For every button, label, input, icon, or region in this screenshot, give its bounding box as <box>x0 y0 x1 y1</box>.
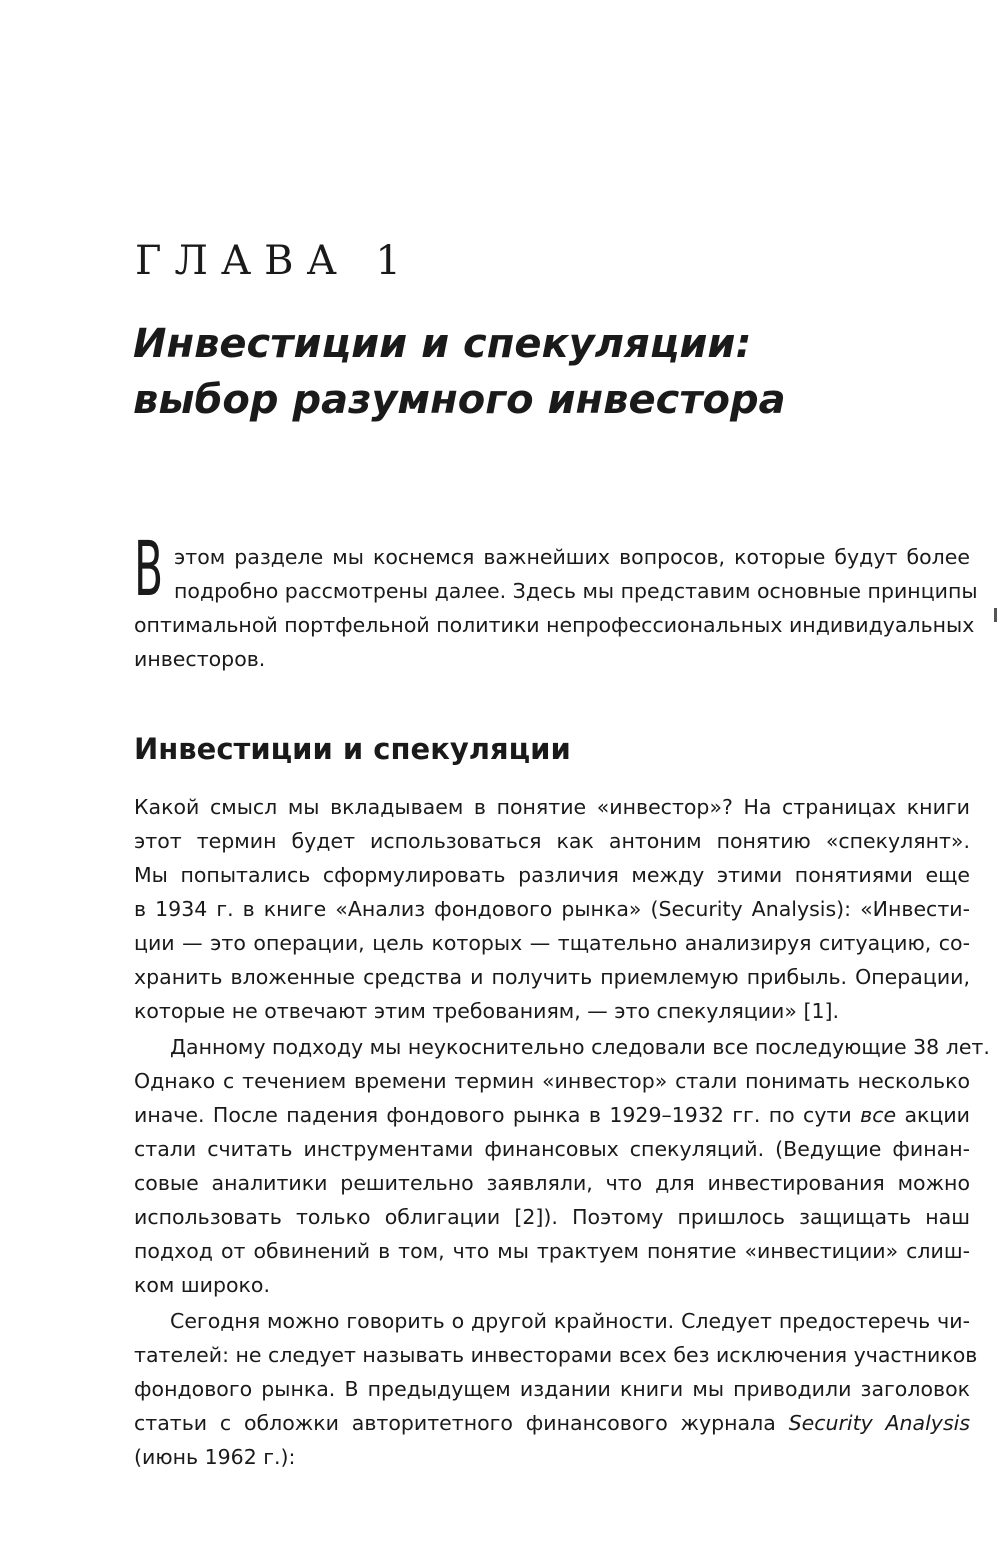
scan-edge-mark <box>994 608 997 622</box>
p2-line-1: Данному подходу мы неукоснительно следовали все последующие 38 лет. <box>170 1035 990 1059</box>
p1-line-3: Мы попытались сформулировать различия между этими понятиями еще <box>134 863 970 887</box>
p3-line-5: (июнь 1962 г.): <box>134 1445 296 1469</box>
chapter-title <box>133 316 973 428</box>
chapter-label: ГЛАВА 1 <box>135 238 415 284</box>
intro-line-3: оптимальной портфельной политики непрофессиональных индивидуальных <box>134 613 975 637</box>
journal-title: Security Analysis <box>788 1411 970 1435</box>
section-heading: Инвестиции и спекуляции <box>134 732 571 766</box>
p2-line-3-end: акции <box>896 1103 971 1127</box>
emphasis-all: все <box>860 1103 897 1127</box>
p2-line-8: ком широко. <box>134 1273 270 1297</box>
p2-line-3-text: иначе. После падения фондового рынка в 1929–1932 гг. по сути <box>134 1103 861 1127</box>
drop-cap: В <box>134 524 164 613</box>
p1-line-7: которые не отвечают этим требованиям, — это спекуляции» [1]. <box>134 999 839 1023</box>
p1-line-2: этот термин будет использоваться как антоним понятию «спекулянт». <box>134 829 970 853</box>
p3-line-1: Сегодня можно говорить о другой крайности. Следует предостеречь чи- <box>170 1309 970 1333</box>
p3-line-2: тателей: не следует называть инвесторами всех без исключения участников <box>134 1343 978 1367</box>
p2-line-6: использовать только облигации [2]). Поэтому пришлось защищать наш <box>134 1205 970 1229</box>
p2-line-4: стали считать инструментами финансовых спекуляций. (Ведущие финан- <box>134 1137 970 1161</box>
p2-line-3 <box>134 1098 970 1132</box>
chapter-title-line-2: выбор разумного инвестора <box>133 377 786 423</box>
p1-line-4: в 1934 г. в книге «Анализ фондового рынка» (Security Analysis): «Инвести- <box>134 897 970 921</box>
intro-line-4: инвесторов. <box>134 647 266 671</box>
p2-line-2: Однако с течением времени термин «инвестор» стали понимать несколько <box>134 1069 970 1093</box>
p1-line-1: Какой смысл мы вкладываем в понятие «инвестор»? На страницах книги <box>134 795 970 819</box>
p2-line-7: подход от обвинений в том, что мы трактуем понятие «инвестиции» слиш- <box>134 1239 970 1263</box>
p3-line-4 <box>134 1406 970 1440</box>
chapter-title-line-1: Инвестиции и спекуляции: <box>133 321 752 367</box>
p3-line-4-text: статьи с обложки авторитетного финансового журнала <box>134 1411 789 1435</box>
p2-line-5: совые аналитики решительно заявляли, что для инвестирования можно <box>134 1171 970 1195</box>
intro-line-2: подробно рассмотрены далее. Здесь мы представим основные принципы <box>174 579 978 603</box>
p1-line-6: хранить вложенные средства и получить приемлемую прибыль. Операции, <box>134 965 970 989</box>
p1-line-5: ции — это операции, цель которых — тщательно анализируя ситуацию, со- <box>134 931 970 955</box>
intro-line-1: этом разделе мы коснемся важнейших вопросов, которые будут более <box>174 545 970 569</box>
p3-line-3: фондового рынка. В предыдущем издании книги мы приводили заголовок <box>134 1377 970 1401</box>
